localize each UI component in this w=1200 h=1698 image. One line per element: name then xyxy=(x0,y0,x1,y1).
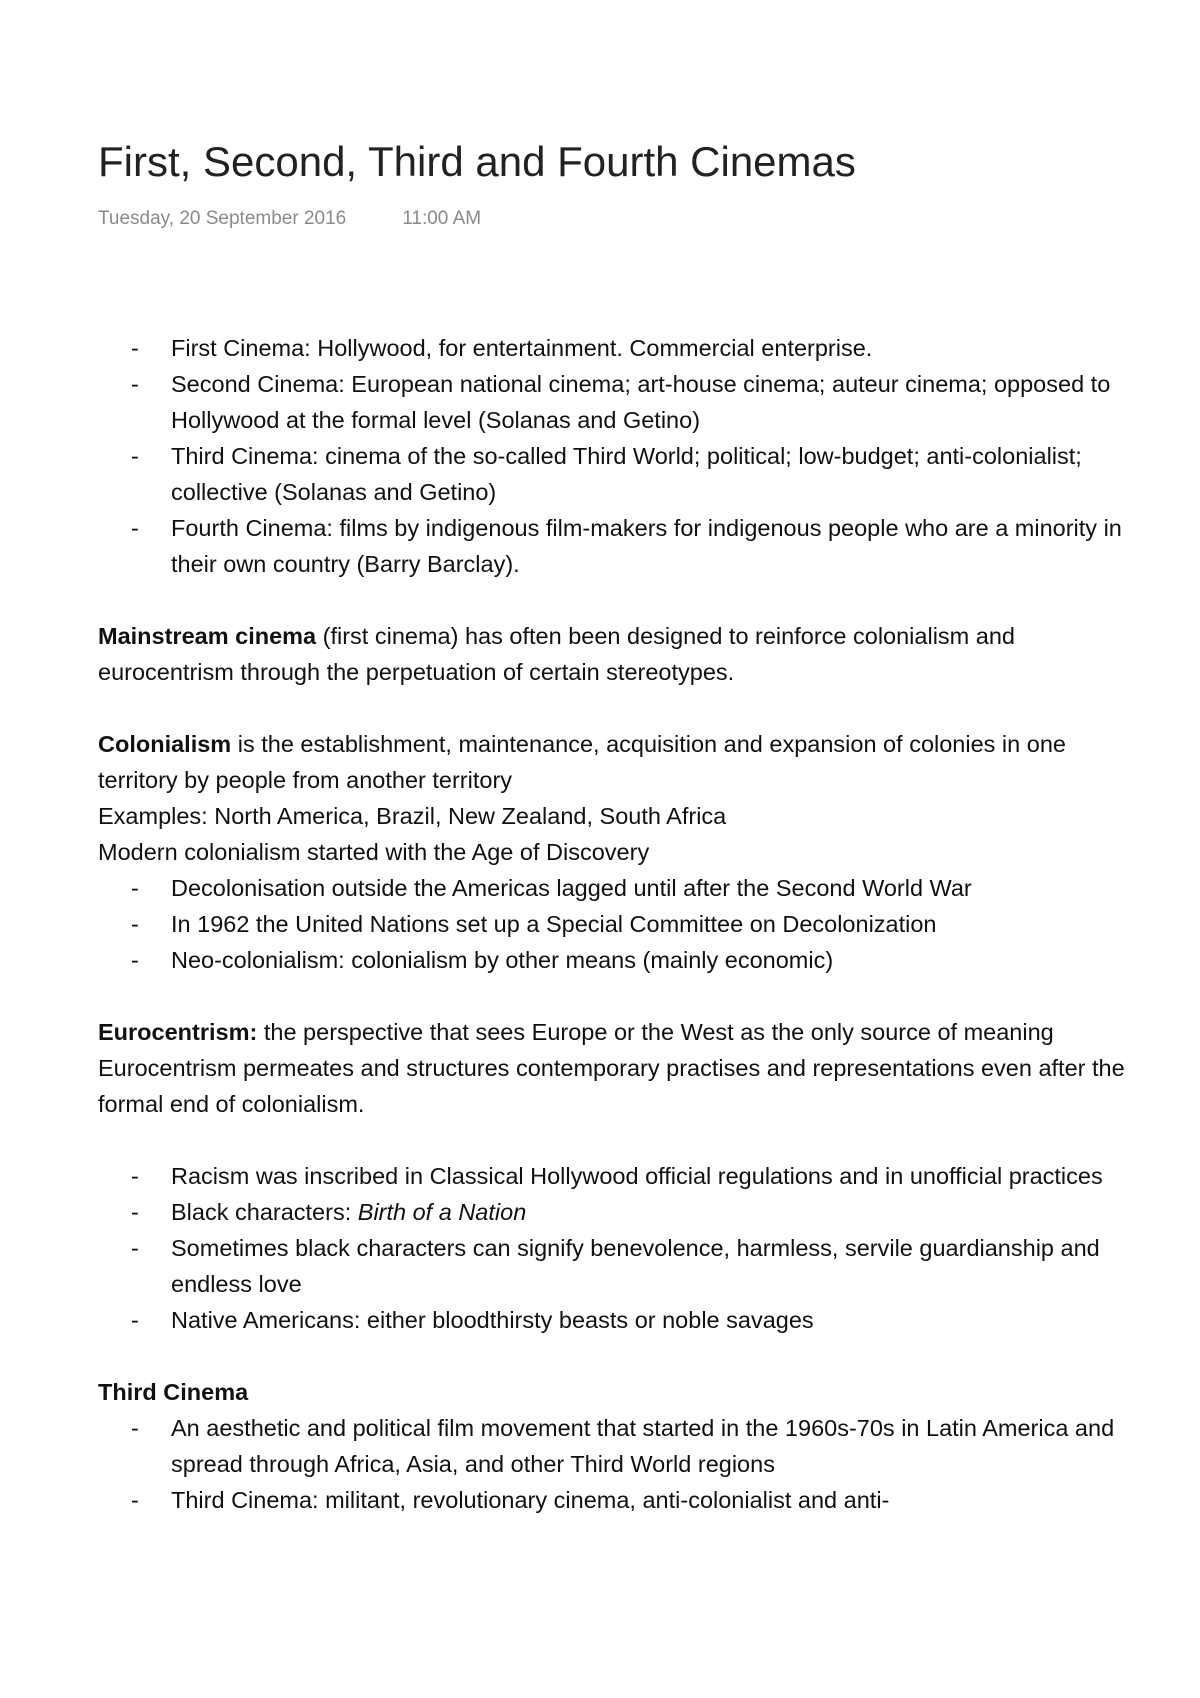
list-item: - In 1962 the United Nations set up a Special Committee on Decolonization xyxy=(98,906,1128,942)
list-item: - Third Cinema: cinema of the so-called Third World; political; low-budget; anti-colonialist; collective (Solanas and Getino) xyxy=(98,438,1128,510)
list-item: - Racism was inscribed in Classical Hollywood official regulations and in unofficial practices xyxy=(98,1158,1128,1194)
list-item: - Neo-colonialism: colonialism by other means (mainly economic) xyxy=(98,942,1128,978)
dash-bullet: - xyxy=(131,875,139,901)
list-item: - Decolonisation outside the Americas lagged until after the Second World War xyxy=(98,870,1128,906)
film-title: Birth of a Nation xyxy=(357,1199,527,1225)
dash-bullet: - xyxy=(131,371,139,397)
page-title: First, Second, Third and Fourth Cinemas xyxy=(98,138,856,185)
note-time: 11:00 AM xyxy=(402,208,482,229)
colonialism-examples: Examples: North America, Brazil, New Zealand, South Africa xyxy=(98,803,727,829)
colonialism-list xyxy=(98,870,1128,978)
cinemas-list xyxy=(98,330,1128,582)
dash-bullet: - xyxy=(131,1415,139,1441)
note-body xyxy=(98,330,1128,1518)
list-item: - First Cinema: Hollywood, for entertainment. Commercial enterprise. xyxy=(98,330,1128,366)
note-metadata xyxy=(98,208,481,230)
eurocentrism-paragraph: Eurocentrism permeates and structures contemporary practises and representations even after the formal end of colonialism. xyxy=(98,1055,1125,1117)
modern-colonialism: Modern colonialism started with the Age of Discovery xyxy=(98,839,650,865)
dash-bullet: - xyxy=(131,1487,139,1513)
dash-bullet: - xyxy=(131,911,139,937)
mainstream-paragraph: Mainstream cinema (first cinema) has often been designed to reinforce colonialism and eurocentrism through the perpetuation of certain stereotypes. xyxy=(98,623,1015,685)
dash-bullet: - xyxy=(131,1235,139,1261)
eurocentrism-definition: Eurocentrism: the perspective that sees Europe or the West as the only source of meaning xyxy=(98,1019,1054,1045)
term-colonialism: Colonialism xyxy=(98,731,232,757)
list-item: - An aesthetic and political film movement that started in the 1960s-70s in Latin America and spread through Africa, Asia, and other Third World regions xyxy=(98,1410,1128,1482)
list-item: - Black characters: Birth of a Nation xyxy=(98,1194,1128,1230)
list-item: - Second Cinema: European national cinema; art-house cinema; auteur cinema; opposed to Hollywood at the formal level (Solanas and Getino) xyxy=(98,366,1128,438)
term-mainstream-cinema: Mainstream cinema xyxy=(98,623,317,649)
colonialism-definition: Colonialism is the establishment, maintenance, acquisition and expansion of colonies in one territory by people from another territory xyxy=(98,731,1066,793)
dash-bullet: - xyxy=(131,335,139,361)
list-item: - Fourth Cinema: films by indigenous film-makers for indigenous people who are a minority in their own country (Barry Barclay). xyxy=(98,510,1128,582)
dash-bullet: - xyxy=(131,1199,139,1225)
racism-list xyxy=(98,1158,1128,1338)
dash-bullet: - xyxy=(131,515,139,541)
dash-bullet: - xyxy=(131,1163,139,1189)
dash-bullet: - xyxy=(131,947,139,973)
third-cinema-heading: Third Cinema xyxy=(98,1379,249,1405)
list-item: - Native Americans: either bloodthirsty beasts or noble savages xyxy=(98,1302,1128,1338)
note-date: Tuesday, 20 September 2016 xyxy=(98,208,347,229)
list-item: - Third Cinema: militant, revolutionary cinema, anti-colonialist and anti- xyxy=(98,1482,1128,1518)
list-item: - Sometimes black characters can signify benevolence, harmless, servile guardianship and endless love xyxy=(98,1230,1128,1302)
third-cinema-list xyxy=(98,1410,1128,1518)
dash-bullet: - xyxy=(131,443,139,469)
dash-bullet: - xyxy=(131,1307,139,1333)
term-eurocentrism: Eurocentrism: xyxy=(98,1019,258,1045)
